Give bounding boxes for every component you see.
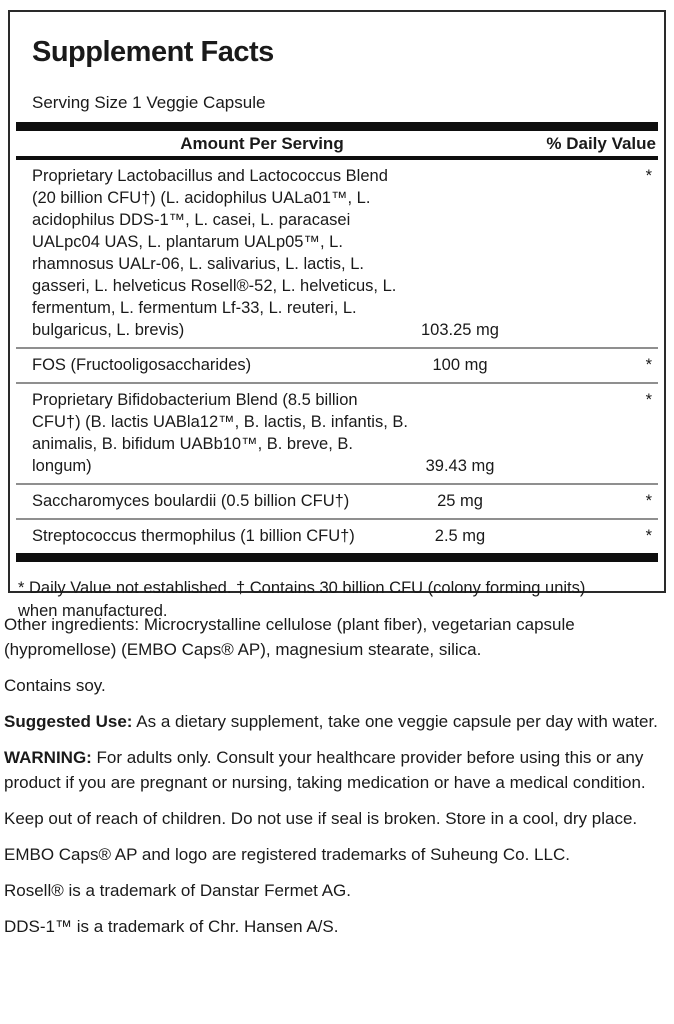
divider-thick-top: [16, 122, 658, 131]
warning-paragraph: [4, 745, 670, 795]
ingredient-daily-value: *: [645, 492, 652, 510]
storage-statement: Keep out of reach of children. Do not use if seal is broken. Store in a cool, dry place.: [4, 809, 638, 828]
suggested-use-text: As a dietary supplement, take one veggie capsule per day with water.: [132, 712, 658, 731]
other-ingredients-text: Other ingredients: Microcrystalline cellulose (plant fiber), vegetarian capsule (hypromellose) (EMBO Caps® AP), magnesium stearate, silica.: [4, 615, 575, 659]
trademark-embo-caps: EMBO Caps® AP and logo are registered trademarks of Suheung Co. LLC.: [4, 845, 570, 864]
ingredient-daily-value: *: [645, 391, 652, 409]
ingredient-name: FOS (Fructooligosaccharides): [32, 356, 252, 374]
trademark-rosell: Rosell® is a trademark of Danstar Fermet AG.: [4, 881, 351, 900]
table-row-fos: [16, 347, 658, 382]
divider-thick-bottom: [16, 553, 658, 562]
ingredient-amount: 39.43 mg: [425, 457, 495, 475]
warning-text: For adults only. Consult your healthcare provider before using this or any product if you are pregnant or nursing, taking medication or have a medical condition.: [4, 748, 646, 792]
ingredient-name: Streptococcus thermophilus (1 billion CFU†): [32, 527, 355, 545]
ingredient-table: [16, 160, 658, 553]
ingredient-name: Proprietary Bifidobacterium Blend (8.5 billion CFU†) (B. lactis UABla12™, B. lactis, B. infantis, B. animalis, B. bifidum UABb10™, B. breve, B. longum): [32, 391, 408, 475]
suggested-use-paragraph: [4, 709, 670, 734]
ingredient-daily-value: *: [645, 527, 652, 545]
ingredient-amount: 103.25 mg: [421, 321, 499, 339]
ingredient-amount: 100 mg: [432, 356, 488, 374]
daily-value-footnote: * Daily Value not established. † Contains 30 billion CFU (colony forming units) when manufactured.: [18, 579, 586, 620]
ingredient-daily-value: *: [645, 167, 652, 185]
table-row-lactobacillus-blend: [16, 160, 658, 347]
table-row-bifidobacterium-blend: [16, 382, 658, 483]
trademark-dds1: DDS-1™ is a trademark of Chr. Hansen A/S.: [4, 917, 339, 936]
serving-size: Serving Size 1 Veggie Capsule: [32, 93, 266, 112]
allergen-statement: Contains soy.: [4, 676, 106, 695]
ingredient-name: Saccharomyces boulardii (0.5 billion CFU†): [32, 492, 350, 510]
suggested-use-label: Suggested Use:: [4, 712, 133, 731]
daily-value-header: % Daily Value: [546, 134, 656, 153]
ingredient-daily-value: *: [645, 356, 652, 374]
ingredient-amount: 25 mg: [437, 492, 483, 510]
ingredient-name: Proprietary Lactobacillus and Lactococcus Blend (20 billion CFU†) (L. acidophilus UALa01™, L. acidophilus DDS-1™, L. casei, L. paracasei UALpc04 UAS, L. plantarum UALp05™, L. rhamnosus UALr-06, L. salivarius, L. lactis, L. gasseri, L. helveticus Rosell®-52, L. helveticus, L. fermentum, L. fermentum Lf-33, L. reuteri, L. bulgaricus, L. brevis): [32, 167, 397, 339]
table-header-row: [16, 131, 658, 156]
amount-per-serving-header: Amount Per Serving: [180, 134, 344, 153]
supplement-facts-panel: [8, 10, 666, 620]
panel-title: Supplement Facts: [32, 36, 274, 68]
ingredient-amount: 2.5 mg: [434, 527, 486, 545]
table-row-saccharomyces: [16, 483, 658, 518]
table-row-streptococcus: [16, 518, 658, 553]
warning-label: WARNING:: [4, 748, 92, 767]
label-details-section: [4, 612, 670, 950]
